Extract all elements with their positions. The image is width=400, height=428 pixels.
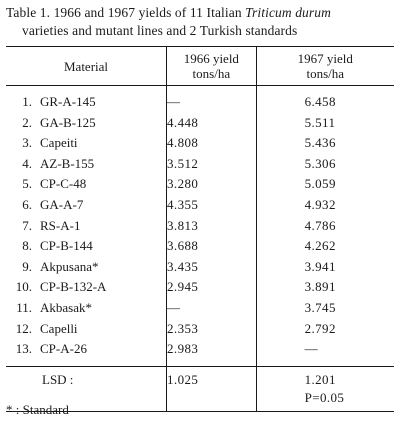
row-number: 7. [22,217,32,233]
yield-1966-cell: 3.280 [167,174,257,195]
row-number: 1. [22,94,32,109]
material-cell [6,298,167,319]
table-row [6,154,394,175]
footnote: * : Standard [6,402,69,417]
material-name: Capeiti [40,135,78,151]
material-cell [6,319,167,340]
material-name: CP-B-144 [40,238,93,254]
yield-1967-cell: 2.792 [256,319,394,340]
material-name: CP-A-26 [40,341,87,357]
row-number: 11. [16,299,32,315]
yield-1967-cell: — [256,339,394,366]
table-row [6,257,394,278]
table-row [6,113,394,134]
table-row [6,216,394,237]
lsd-p-value: P=0.05 [304,389,345,405]
header-1967-unit: tons/ha [306,66,345,81]
table-row [6,195,394,216]
row-number: 6. [22,196,32,212]
material-cell [6,174,167,195]
row-number: 10. [15,279,32,295]
yield-table [6,46,394,412]
lsd-label: LSD : [6,366,167,411]
row-number: 5. [22,176,32,192]
header-1966 [167,47,257,86]
material-cell [6,257,167,278]
row-number: 13. [15,341,32,357]
header-1967 [256,47,394,86]
header-1966-unit: tons/ha [192,66,231,81]
header-material: Material [6,47,167,86]
table-row [6,236,394,257]
yield-1966-cell: 3.688 [167,236,257,257]
material-name: Akpusana* [40,258,99,274]
yield-1966-cell: 2.983 [167,339,257,366]
material-name: CP-B-132-A [40,279,107,295]
lsd-1966: 1.025 [167,366,257,411]
material-cell [6,277,167,298]
row-number: 2. [22,114,32,130]
material-cell [6,339,167,366]
yield-1966-cell: 4.448 [167,113,257,134]
yield-1967-cell: 3.941 [256,257,394,278]
caption-species: Triticum durum [245,5,331,20]
material-cell [6,216,167,237]
material-name: Capelli [40,320,78,336]
yield-1967-cell: 4.786 [256,216,394,237]
material-cell [6,195,167,216]
material-cell [6,86,167,113]
material-name: Akbasak* [40,299,92,315]
yield-1966-cell: 3.512 [167,154,257,175]
yield-1966-cell: 4.355 [167,195,257,216]
material-name: RS-A-1 [40,217,81,233]
yield-1967-cell: 5.511 [256,113,394,134]
row-number: 4. [22,155,32,171]
material-cell [6,236,167,257]
table-row [6,174,394,195]
material-name: AZ-B-155 [40,155,95,171]
yield-1966-cell: 3.813 [167,216,257,237]
row-number: 9. [22,258,32,274]
yield-1966-cell: 4.808 [167,133,257,154]
header-1966-label: 1966 yield [183,51,239,66]
material-name: GA-A-7 [40,196,84,212]
yield-1967-cell: 5.059 [256,174,394,195]
table-row [6,133,394,154]
material-name: GR-A-145 [40,94,96,109]
table-caption [6,4,396,40]
table-row [6,298,394,319]
caption-line-1 [6,4,396,22]
yield-1967-cell: 4.262 [256,236,394,257]
table-row [6,319,394,340]
row-number: 3. [22,135,32,151]
material-name: GA-B-125 [40,114,96,130]
table-row [6,339,394,366]
lsd-1967-value: 1.201 [304,371,336,387]
lsd-1967 [256,366,394,411]
yield-1966-cell: — [167,298,257,319]
yield-1967-cell: 5.436 [256,133,394,154]
yield-1967-cell: 6.458 [256,86,394,113]
row-number: 8. [22,238,32,254]
yield-1966-cell: 2.353 [167,319,257,340]
yield-1967-cell: 4.932 [256,195,394,216]
yield-1966-cell: 2.945 [167,277,257,298]
yield-1966-cell: — [167,86,257,113]
table-row [6,86,394,113]
row-number: 12. [15,320,32,336]
yield-1966-cell: 3.435 [167,257,257,278]
material-name: CP-C-48 [40,176,87,192]
table-body [6,86,394,367]
yield-1967-cell: 3.891 [256,277,394,298]
caption-prefix: Table 1. 1966 and 1967 yields of 11 Italian [6,5,242,20]
header-row [6,47,394,86]
table-row [6,277,394,298]
header-1967-label: 1967 yield [297,51,353,66]
material-cell [6,154,167,175]
material-cell [6,133,167,154]
caption-line-2: varieties and mutant lines and 2 Turkish standards [22,23,298,38]
yield-1967-cell: 3.745 [256,298,394,319]
material-cell [6,113,167,134]
yield-1967-cell: 5.306 [256,154,394,175]
